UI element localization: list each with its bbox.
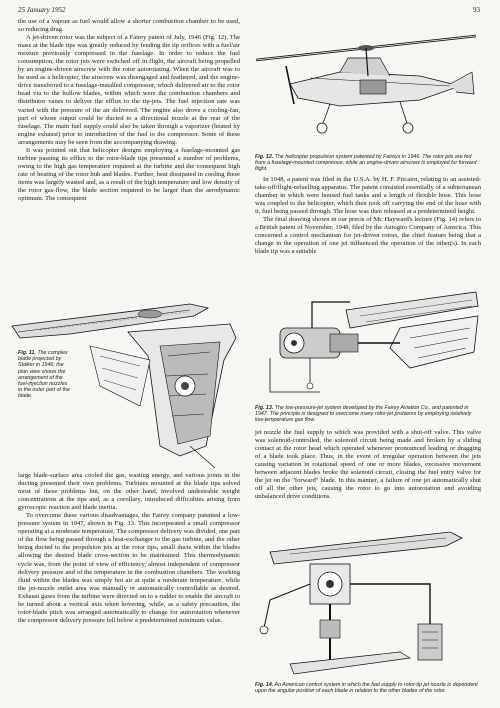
right-column-text-b <box>255 429 481 501</box>
figure-11-caption <box>18 350 70 400</box>
paragraph: the use of a vapour as fuel would allow a shorter combustion chamber to be used, so reducing drag. <box>18 18 240 34</box>
figure-label: Fig. 12. <box>255 154 274 160</box>
caption-text: The low-pressure-jet system developed by the Fairey Aviation Co., and patented in 1947. The principle is designed to overcome many rotor-jet problems by employing relatively low-temperature gas flow. <box>255 405 472 424</box>
figure-13-caption <box>255 405 481 424</box>
page-number: 93 <box>473 6 480 14</box>
caption-text: An American control system in which the fuel supply to rotor-tip jet nozzle is dependent upon the angular position of each blade in relation to the other blades of the rotor. <box>255 682 478 695</box>
left-column-bottom-text <box>18 472 240 625</box>
figure-12-helicopter-drawing <box>250 14 482 152</box>
paragraph: A jet-driven rotor was the subject of a Fairey patent of July, 1946 (Fig. 12). The mass at the blade tips was greatly reduced by feeding the tip orifices with a fuel/air mixture previously compressed in the fuselage. In order to reduce the fuel consumption, the rotor jets were switched off in flight, the aircraft being propelled by an engine-driven airscrew with the rotor autorotating. When the aircraft was to be used as a helicopter, the airscrew was disengaged and feathered, and the engine-drive transferred to a fuselage-installed compressor, which delivered air to the rotor head via to the hollow blades, within which were the combustion chambers and distributor vanes to deliver the efflux to the tip-jets. The fuel injection rate was varied with the pressure of the air delivered. The engine also drove a cooling-fan, part of whose output could be ducted to a directional nozzle at the rear of the fuselage. The main fuel supply could also be taken through a vaporizer (heated by engine exhaust) prior to introduction of the fuel to the compressor. Some of these arrangements may be seen from the accompanying drawing. <box>18 34 240 146</box>
caption-text: The complex blade projected by Stalker in 1946; the plan view shows the arrangement of the fuel-injection nozzles in the outer part of the blade. <box>18 350 70 400</box>
paragraph: jet nozzle the fuel supply to which was provided with a shut-off valve. This valve was solenoid-controlled, the solenoid circuit being made and broken by a sliding contact at the rotor head which operated whenever pronounced leading or dragging of a blade took place. Thus, in the event of irregular operation between the jets causing variation in rotational speed of one or more blades, excessive movement between adjacent blades broke the solenoid circuit, closing the fuel entry valve for the jet on the "forward" blade. In this manner, a failure of one jet automatically shut off all the other jets, causing the rotor to go into autorotation and avoiding unbalanced drive conditions. <box>255 429 481 501</box>
paragraph: large blade-surface area cooled the gas, wasting energy, and various joints in the ducting presented their own problems. Turbines mounted at the blade tips solved most of these problems but, on the other hand, involved undesirable weight concentrations at the tips and, as a corollary, introduced difficulties arising from gyroscopic reaction and blade inertia. <box>18 472 240 512</box>
paragraph: In 1948, a patent was filed in the U.S.A. by H. F. Pitcairn, relating to an assisted-take-off/flight-refuelling apparatus. The patent consisted essentially of a subterranean chamber in which were housed fuel tanks and a length of flexible hose. This hose was coupled to the helicopter, which then took off carrying the end of the hose with it, fuel being passed through. The hose was then released at a predetermined height. <box>255 176 481 216</box>
figure-12-caption <box>255 154 481 173</box>
figure-13-low-pressure-jet-drawing <box>250 288 482 404</box>
running-header-date: 25 January 1952 <box>18 6 66 14</box>
figure-label: Fig. 14. <box>255 682 274 688</box>
paragraph: To overcome these various disadvantages, the Fairey company patented a low-pressure system in 1947, shown in Fig. 13. This incorporated a small compressor operating at a moderate temperature. The compressor delivery was divided, one part of the flow being passed through a heat-exchanger to the gas turbine, and the other being ducted to the propulsion jets at the rotor tips, small ducts within the blades allowing the desired blade cross-section to be maintained. This thermodynamic cycle was, from the point of view of efficiency, almost independent of compressor delivery pressure and of the temperature in the combustion chambers. The working fluid within the blades was simply hot air at quite a moderate temperature, while the jet-nozzle outlet area was manually or automatically controllable as desired. Exhaust gases from the turbine were directed on to a rudder to enable the aircraft to be turned about a vertical axis when hovering, while, as a safety precaution, the rotor-blade pitch was arranged automatically to change for autorotation whenever the compressor delivery pressure fell below a predetermined minimum value. <box>18 512 240 624</box>
figure-14-caption <box>255 682 481 694</box>
left-column-top-text <box>18 18 240 203</box>
paragraph: The final drawing shown in our precis of Mr. Hayward's lecture (Fig. 14) refers to a British patent of November, 1948, filed by the Autogiro Company of America. This concerned a control mechanism for jet-driven rotors, the chief feature being that a change in the operation of one jet influenced the operation of the other(s). In each blade tip was a suitable <box>255 216 481 256</box>
right-column-text-a <box>255 176 481 256</box>
paragraph: It was pointed out that helicopter designs employing a fuselage-mounted gas turbine passing its efflux to the rotor-blade tips presented a number of problems, owing to the high gas temperature required at the turbine and the consequent high rate of heating of the rotor hub and blades. Further, heat dissipated in cooling these items was largely wasted and, as a result of the high temperature and low density of the rotor gas-flow, the blade section required to be larger than the aerodynamic optimum. The consequent <box>18 146 240 203</box>
figure-14-control-system-drawing <box>250 524 482 680</box>
figure-label: Fig. 11. <box>18 350 36 356</box>
figure-label: Fig. 13. <box>255 405 274 411</box>
caption-text: The helicopter propulsion system patented by Faireys in 1946. The rotor jets are fed from a fuselage-mounted compressor, while an engine-driven airscrew is employed for forward flight. <box>255 154 477 173</box>
